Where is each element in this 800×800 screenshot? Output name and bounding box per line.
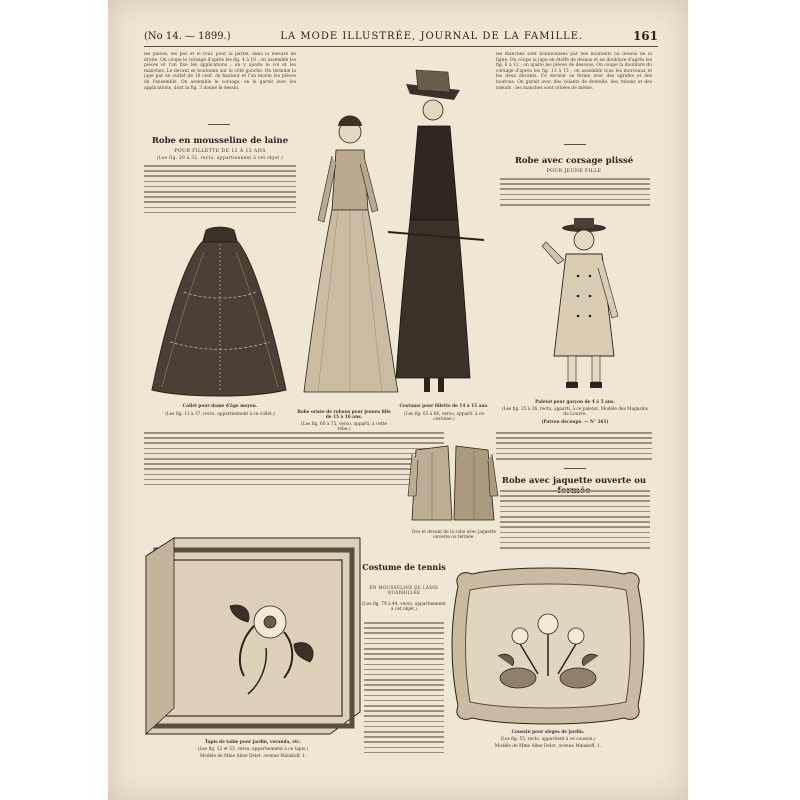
paragraph-top-left: les pinces, les plis et le tour, pour la partie, dans la mesure de droite. On coupe le corsage d'après les fig. 4 à 10 ; on assemble les pièces et l'on fixe les applications ; on y ajoute le col et les manches. Le devant se boutonne sur le côté gauche. On termine la jupe par un ourlet de 10 cent. de hauteur et l'on monte les pièces de l'ensemble. On assemble le corsage, on le garnit avec les applications, dont la fig. 3 donne le dessin.: [144, 52, 296, 91]
caption-tapis-ref: (Les fig. 52 et 53, verso, appartiennent à ce tapis.): [197, 747, 309, 752]
text-robe-plisse: [500, 178, 650, 208]
separator: [208, 124, 230, 125]
ref-costume-tennis: (Les fig. 79 à 44, verso, appartiennent à cet objet.): [362, 602, 446, 613]
caption-patron: (Patron découpé. — N° 261): [541, 420, 609, 425]
text-middle-left: [144, 432, 444, 492]
paletot-boy-illustration: [528, 206, 628, 396]
text-robe-laine: [144, 165, 296, 217]
separator: [564, 468, 586, 469]
center-figures-illustration: [298, 60, 488, 410]
subtitle-costume-tennis: EN MOUSSELINE DE LAINE QUADRILLÉE: [369, 585, 439, 595]
text-robe-jaquette: [500, 490, 650, 554]
heading-robe-jaquette: Robe avec jaquette ouverte ou: [501, 476, 647, 486]
heading-robe-laine: Robe en mousseline de laine: [151, 136, 289, 146]
separator: [564, 144, 586, 145]
caption-paletot: Paletot pour garçon de 4 à 5 ans.: [535, 400, 615, 405]
caption-tapis: Tapis de table pour jardin, véranda, etc.: [204, 740, 302, 745]
subtitle-robe-plisse: POUR JEUNE FILLE: [546, 169, 602, 174]
caption-robe-ornee: Robe ornée de rubans pour jeunes fille de 15 à 16 ans.: [297, 410, 391, 421]
ref-robe-laine: (Les fig. 20 à 32, recto, appartiennent à cet objet.): [156, 156, 284, 161]
caption-costume-fillette: Costume pour fillette de 14 à 15 ans.: [399, 404, 489, 409]
caption-dos-devant: Dos et devant de la robe avec jaquette ouverte ou fermée.: [412, 530, 496, 541]
coussin-illustration: [448, 566, 648, 726]
collet-illustration: [144, 222, 294, 402]
tapis-illustration: [144, 536, 362, 736]
caption-coussin-ref: (Les fig. 55, recto, appartient à ce coussin.): [500, 737, 596, 742]
subtitle-robe-laine: POUR FILLETTE DE 12 À 13 ANS: [174, 149, 266, 154]
caption-paletot-ref: (Les fig. 25 à 36, recto, apparti. à ce paletot. Modèle des Magasins du Louvre.: [501, 407, 648, 418]
caption-costume-fillette-ref: (Les fig. 63 à 66, verso, apparti. à ce costume.): [404, 412, 484, 423]
journal-title: LA MODE ILLUSTRÉE, JOURNAL DE LA FAMILLE.: [280, 30, 584, 42]
page-number: 161: [632, 29, 658, 43]
text-middle-right: [496, 432, 652, 462]
journal-page: [108, 0, 688, 800]
caption-collet: Collet pour dame d'âge moyen.: [182, 404, 258, 409]
text-costume-tennis: [364, 622, 444, 760]
caption-robe-ornee-ref: (Les fig. 60 à 75, verso, apparti. à cette robe.): [301, 422, 387, 433]
caption-coussin: Coussin pour sièges de jardin.: [511, 730, 585, 735]
caption-collet-ref: (Les fig. 11 à 37, recto, appartiennent à ce collet.): [165, 412, 275, 417]
paragraph-top-right: les manches sont bouillonnées par des montants au dessus de la ligne. On coupe la jupe en étoffe de dessus et en doublure d'après les fig. 6 à 12 ; on ajuste les pièces de dessous. On coupe la doublure du corsage d'après les fig. 13 à 15 ; on assemble tous les morceaux et les deux devants. Ce dernier se ferme avec des agrafes et des boutons. On garnit avec des volants de dentelle, des rubans et des nœuds ; les manches sont ornées de même.: [496, 52, 652, 91]
header-rule: [144, 46, 658, 47]
heading-costume-tennis: Costume de tennis: [362, 562, 446, 572]
jackets-illustration: [408, 440, 498, 530]
issue-number: (No 14. — 1899.): [144, 30, 231, 42]
page-header: [144, 28, 658, 44]
heading-robe-plisse: Robe avec corsage plissé: [514, 156, 634, 166]
caption-tapis-credit: Modèle de Mme Aline Delet, avenue Malakoff, 1.: [199, 754, 307, 759]
caption-coussin-credit: Modèle de Mme Aline Delet, avenue Malakoff, 1.: [494, 744, 602, 749]
